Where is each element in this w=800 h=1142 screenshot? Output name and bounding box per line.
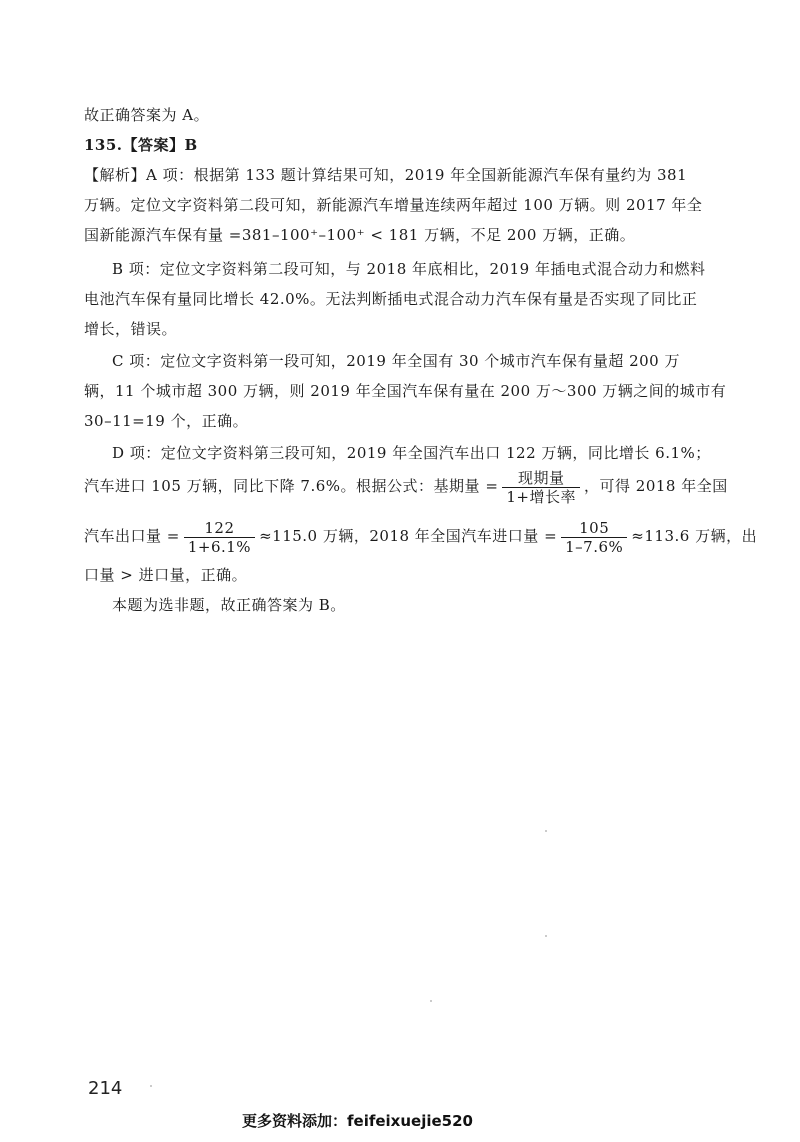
import-fraction <box>561 520 627 555</box>
analysis-a-line-1: 【解析】A 项：根据第 133 题计算结果可知，2019 年全国新能源汽车保有量约为 381 <box>84 166 688 184</box>
export-numerator: 122 <box>184 520 255 538</box>
final-answer-line: 本题为选非题，故正确答案为 B。 <box>112 596 346 614</box>
formula-denominator: 1+增长率 <box>506 487 577 506</box>
analysis-c-line-3: 30–11=19 个，正确。 <box>84 412 249 430</box>
analysis-c-line-2: 辆，11 个城市超 300 万辆，则 2019 年全国汽车保有量在 200 万～300 万辆之间的城市有 <box>84 382 727 400</box>
analysis-b-line-3: 增长，错误。 <box>84 320 178 338</box>
export-fraction <box>184 520 255 555</box>
analysis-d-line-3-text-b: ≈115.0 万辆，2018 年全国汽车进口量 = <box>259 527 558 545</box>
answer-conclusion-prev: 故正确答案为 A。 <box>84 106 210 124</box>
analysis-d-line-3 <box>84 516 758 556</box>
scan-speck <box>545 830 547 832</box>
analysis-b-line-1: B 项：定位文字资料第二段可知，与 2018 年底相比，2019 年插电式混合动力和燃料 <box>112 260 706 278</box>
question-135-answer: 135.【答案】B <box>84 136 198 154</box>
analysis-a-line-3: 国新能源汽车保有量 =381–100⁺–100⁺ < 181 万辆，不足 200 万辆，正确。 <box>84 226 636 244</box>
analysis-d-line-2 <box>84 466 728 506</box>
page-number: 214 <box>88 1078 123 1099</box>
footer-contact: 更多资料添加：feifeixuejie520 <box>242 1112 473 1130</box>
analysis-d-line-4: 口量 > 进口量，正确。 <box>84 566 248 584</box>
formula-fraction-base <box>502 470 580 505</box>
import-denominator: 1–7.6% <box>565 537 624 556</box>
export-denominator: 1+6.1% <box>187 537 252 556</box>
scan-speck <box>150 1085 152 1087</box>
formula-numerator: 现期量 <box>502 470 580 488</box>
analysis-b-line-2: 电池汽车保有量同比增长 42.0%。无法判断插电式混合动力汽车保有量是否实现了同比正 <box>84 290 698 308</box>
analysis-d-line-2-text-a: 汽车进口 105 万辆，同比下降 7.6%。根据公式：基期量 = <box>84 477 499 495</box>
import-numerator: 105 <box>561 520 627 538</box>
analysis-d-line-1: D 项：定位文字资料第三段可知，2019 年全国汽车出口 122 万辆，同比增长 6.1%； <box>112 444 711 462</box>
analysis-d-line-3-text-a: 汽车出口量 = <box>84 527 180 545</box>
analysis-a-line-2: 万辆。定位文字资料第二段可知，新能源汽车增量连续两年超过 100 万辆。则 2017 年全 <box>84 196 703 214</box>
scan-speck <box>430 1000 432 1002</box>
analysis-d-line-2-text-b: ，可得 2018 年全国 <box>584 477 728 495</box>
analysis-d-line-3-text-c: ≈113.6 万辆，出 <box>631 527 758 545</box>
scan-speck <box>545 935 547 937</box>
analysis-c-line-1: C 项：定位文字资料第一段可知，2019 年全国有 30 个城市汽车保有量超 200 万 <box>112 352 680 370</box>
